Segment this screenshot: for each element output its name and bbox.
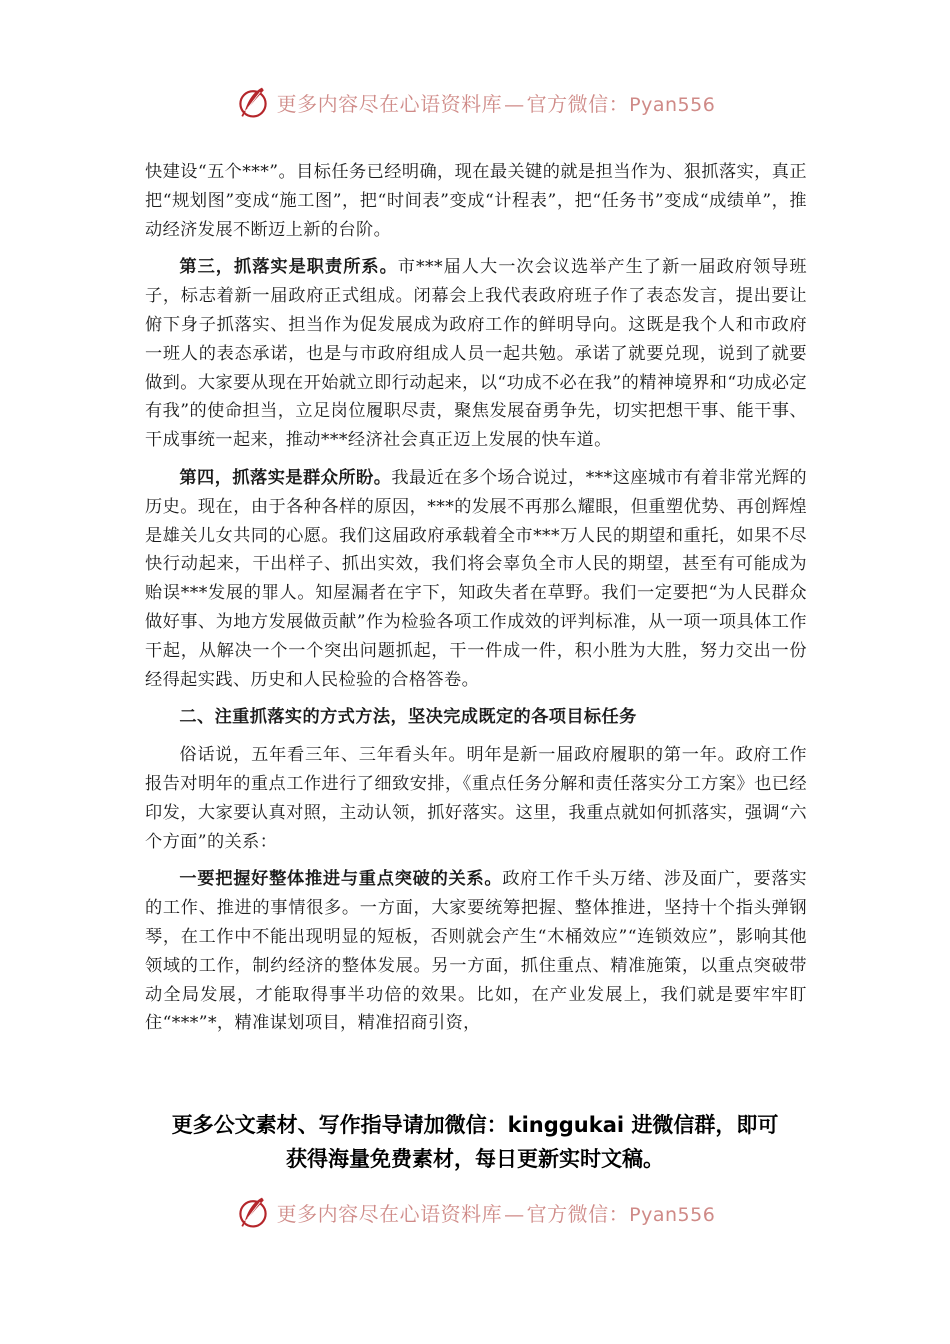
paragraph-6-heading: 一要把握好整体推进与重点突破的关系。 bbox=[179, 869, 503, 890]
header-banner-title: 更多内容尽在心语资料库 bbox=[276, 91, 503, 116]
paragraph-6 bbox=[145, 865, 807, 1038]
footer-banner-dash: — bbox=[504, 1201, 525, 1226]
section-heading-2 bbox=[145, 703, 807, 732]
feather-pen-logo-icon bbox=[235, 84, 271, 120]
footer-watermark-banner bbox=[0, 1190, 950, 1234]
header-banner-text bbox=[277, 88, 716, 117]
feather-pen-logo-icon bbox=[235, 1194, 271, 1230]
paragraph-2-text: 市***届人大一次会议选举产生了新一届政府领导班子，标志着新一届政府正式组成。闭幕会上我代表政府班子作了表态发言，提出要让俯下身子抓落实、担当作为促发展成为政府工作的鲜明导向。这既是我个人和市政府一班人的表态承诺，也是与市政府组成人员一起共勉。承诺了就要兑现，说到了就要做到。大家要从现在开始就立即行动起来，以“功成不必在我”的精神境界和“功成必定有我”的使命担当，立足岗位履职尽责，聚焦发展奋勇争先，切实把想干事、能干事、干成事统一起来，推动***经济社会真正迈上发展的快车道。 bbox=[145, 257, 807, 451]
paragraph-3 bbox=[145, 464, 807, 694]
footer-banner-label: 官方微信： bbox=[526, 1201, 630, 1226]
paragraph-1 bbox=[145, 158, 807, 244]
paragraph-2 bbox=[145, 253, 807, 455]
promo-notice bbox=[0, 1108, 950, 1176]
paragraph-3-text: 我最近在多个场合说过，***这座城市有着非常光辉的历史。现在，由于各种各样的原因，***的发展不再那么耀眼，但重塑优势、再创辉煌是雄关儿女共同的心愿。我们这届政府承载着全市***万人民的期望和重托，如果不尽快行动起来，干出样子、抓出实效，我们将会辜负全市人民的期望，甚至有可能成为贻误***发展的罪人。知屋漏者在宇下，知政失者在草野。我们一定要把“为人民群众做好事、为地方发展做贡献”作为检验各项工作成效的评判标准，从一项一项具体工作干起，从解决一个一个突出问题抓起，干一件成一件，积小胜为大胜，努力交出一份经得起实践、历史和人民检验的合格答卷。 bbox=[145, 467, 807, 690]
promo-line-2: 获得海量免费素材，每日更新实时文稿。 bbox=[286, 1147, 664, 1171]
promo-line-1: 更多公文素材、写作指导请加微信：kinggukai 进微信群，即可 bbox=[171, 1113, 779, 1137]
header-banner-label: 官方微信： bbox=[526, 91, 630, 116]
footer-banner-text bbox=[277, 1198, 716, 1227]
paragraph-5-text: 俗话说，五年看三年、三年看头年。明年是新一届政府履职的第一年。政府工作报告对明年的重点工作进行了细致安排，《重点任务分解和责任落实分工方案》也已经印发，大家要认真对照，主动认领，抓好落实。这里，我重点就如何抓落实，强调“六个方面”的关系： bbox=[145, 745, 807, 852]
paragraph-2-heading: 第三，抓落实是职责所系。 bbox=[179, 257, 398, 278]
header-banner-dash: — bbox=[504, 91, 525, 116]
footer-banner-title: 更多内容尽在心语资料库 bbox=[276, 1201, 503, 1226]
header-watermark-banner bbox=[0, 80, 950, 124]
paragraph-5 bbox=[145, 741, 807, 856]
section-heading-2-text: 二、注重抓落实的方式方法，坚决完成既定的各项目标任务 bbox=[179, 707, 637, 728]
document-body bbox=[145, 158, 807, 1047]
paragraph-3-heading: 第四，抓落实是群众所盼。 bbox=[179, 467, 392, 488]
header-banner-wechat-id: Pyan556 bbox=[629, 93, 716, 116]
paragraph-6-text: 政府工作千头万绪、涉及面广，要落实的工作、推进的事情很多。一方面，大家要统筹把握、整体推进，坚持十个指头弹钢琴，在工作中不能出现明显的短板，否则就会产生“木桶效应”“连锁效应”，影响其他领域的工作，制约经济的整体发展。另一方面，抓住重点、精准施策，以重点突破带动全局发展，才能取得事半功倍的效果。比如，在产业发展上，我们就是要牢牢盯住“***”*，精准谋划项目，精准招商引资， bbox=[145, 869, 807, 1034]
paragraph-1-text: 快建设“五个***”。目标任务已经明确，现在最关键的就是担当作为、狠抓落实，真正把“规划图”变成“施工图”，把“时间表”变成“计程表”，把“任务书”变成“成绩单”，推动经济发展不断迈上新的台阶。 bbox=[145, 162, 807, 240]
footer-banner-wechat-id: Pyan556 bbox=[629, 1203, 716, 1226]
